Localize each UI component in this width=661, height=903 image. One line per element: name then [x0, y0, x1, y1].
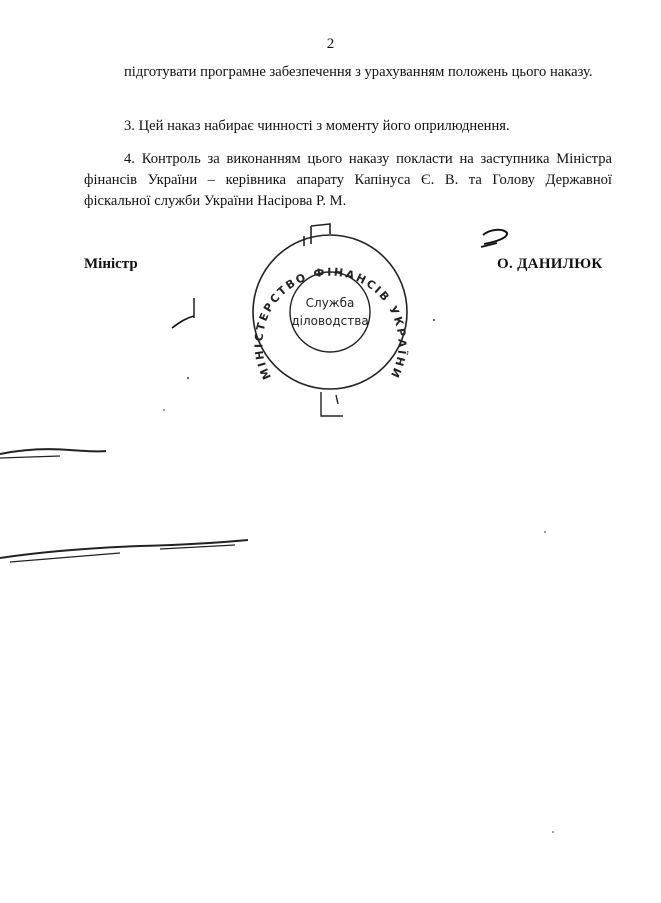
seal-ring-text: МІНІСТЕРСТВО ФІНАНСІВ УКРАЇНИ: [252, 265, 409, 382]
signer-name: О. ДАНИЛЮК: [497, 256, 603, 272]
seal-center-line2: діловодства: [291, 314, 369, 328]
page-number: 2: [326, 36, 335, 52]
paragraph-3: 3. Цей наказ набирає чинності з моменту його оприлюднення.: [124, 118, 510, 134]
position-label: Міністр: [84, 256, 138, 272]
paragraph-continuation: підготувати програмне забезпечення з урахуванням положень цього наказу.: [124, 64, 593, 80]
seal-center-line1: Служба: [305, 296, 355, 310]
paragraph-4: 4. Контроль за виконанням цього наказу покласти на заступника Міністра фінансів України – керівника апарату Капінуса Є. В. та Голову Державної фіскальної служби України Насірова Р. М.: [84, 151, 612, 209]
